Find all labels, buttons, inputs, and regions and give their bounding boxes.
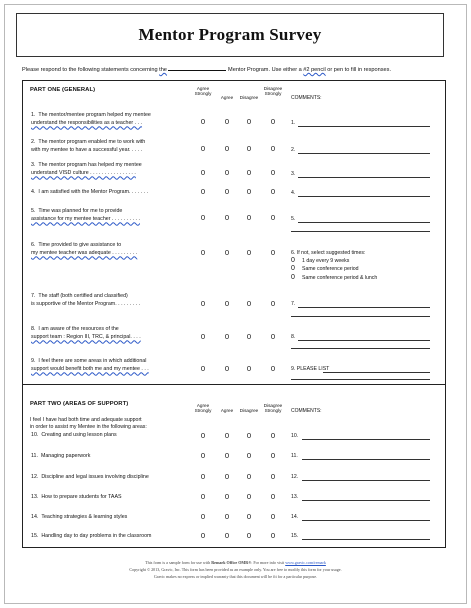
col-disagree-2: Disagree (239, 408, 259, 413)
q8-disagree-bubble[interactable]: 0 (246, 332, 252, 341)
q8-comment-line-2[interactable] (291, 348, 430, 349)
q5-comment-line-1[interactable] (298, 222, 430, 223)
question-14 (31, 513, 199, 521)
question-6 (31, 241, 199, 258)
question-num: 7. (31, 293, 36, 299)
question-num: 5. (31, 208, 36, 214)
question-2 (31, 138, 199, 155)
q13-disagree-strongly-bubble[interactable]: 0 (270, 492, 276, 501)
col-agree-strongly-2: Agree Strongly (194, 403, 212, 414)
question-line: I am satisfied with the Mentor Program. . . . . . . (38, 189, 149, 195)
part-two-intro (30, 417, 240, 431)
q12-disagree-bubble[interactable]: 0 (246, 472, 252, 481)
question-num: 11. (31, 453, 38, 459)
suggest-label: Same conference period (302, 266, 359, 273)
instructions-the: the (159, 67, 167, 73)
question-line: The mentor program has helped my mentee (38, 162, 142, 168)
q8-agree-strongly-bubble[interactable]: 0 (200, 332, 206, 341)
q6-disagree-strongly-bubble[interactable]: 0 (270, 248, 276, 257)
footer-text: . For more info visit (251, 560, 285, 565)
q12-comment-line[interactable] (302, 480, 430, 481)
q3-disagree-bubble[interactable]: 0 (246, 168, 252, 177)
q4-comment-line[interactable] (298, 196, 430, 197)
q9-disagree-bubble[interactable]: 0 (246, 364, 252, 373)
q14-agree-strongly-bubble[interactable]: 0 (200, 512, 206, 521)
question-num: 12. (31, 474, 39, 480)
q14-disagree-strongly-bubble[interactable]: 0 (270, 512, 276, 521)
q1-disagree-strongly-bubble[interactable]: 0 (270, 117, 276, 126)
question-1 (31, 111, 199, 128)
question-5 (31, 207, 199, 224)
question-line: is supportive of the Mentor Program. . . . . . . . . (31, 301, 141, 308)
q9-comment-line-2[interactable] (291, 379, 430, 380)
q12-agree-bubble[interactable]: 0 (224, 472, 230, 481)
question-12 (31, 473, 199, 481)
intro-line: in order to assist my Mentee in the following areas: (30, 424, 147, 430)
q2-agree-bubble[interactable]: 0 (224, 144, 230, 153)
col-agree: Agree (220, 95, 234, 100)
question-13 (31, 493, 199, 501)
survey-box (22, 80, 446, 548)
page-title: Mentor Program Survey (138, 25, 322, 44)
q6-comment-label: 6. If not, select suggested times: (291, 250, 366, 256)
q1-agree-bubble[interactable]: 0 (224, 117, 230, 126)
col-comments-2: COMMENTS: (291, 408, 322, 414)
q2-disagree-bubble[interactable]: 0 (246, 144, 252, 153)
q12-comment-label: 12. (291, 474, 299, 480)
q8-comment-label: 8. (291, 334, 296, 340)
question-line: The mentor/mentee program helped my mentee (38, 112, 151, 118)
q9-disagree-strongly-bubble[interactable]: 0 (270, 364, 276, 373)
q3-comment-label: 3. (291, 171, 296, 177)
footer-text: This form is a sample form for use with (145, 560, 211, 565)
q6-disagree-bubble[interactable]: 0 (246, 248, 252, 257)
col-agree-strongly: Agree Strongly (194, 86, 212, 97)
col-disagree-strongly-2: Disagree Strongly (263, 403, 283, 414)
question-num: 14. (31, 514, 39, 520)
q14-comment-line[interactable] (302, 520, 430, 521)
footer-line-2: Copyright © 2013, Gravic, Inc. This form has been provided as an example only. You are free to modify this form for your usage. (129, 567, 342, 572)
suggest-option-3[interactable] (291, 274, 377, 282)
question-num: 1. (31, 112, 36, 118)
question-7 (31, 292, 199, 309)
q9-comment-label: 9. PLEASE LIST (291, 366, 330, 372)
footer-link[interactable]: www.gravic.com/remark (285, 560, 326, 565)
q15-disagree-bubble[interactable]: 0 (246, 531, 252, 540)
footer-line-1 (0, 560, 471, 566)
q1-disagree-bubble[interactable]: 0 (246, 117, 252, 126)
q7-disagree-strongly-bubble[interactable]: 0 (270, 299, 276, 308)
q7-disagree-bubble[interactable]: 0 (246, 299, 252, 308)
part-divider (23, 384, 445, 385)
suggest-bubble[interactable]: 0 (291, 257, 295, 265)
q11-comment-label: 11. (291, 453, 298, 459)
question-11 (31, 452, 199, 460)
q6-agree-strongly-bubble[interactable]: 0 (200, 248, 206, 257)
q7-comment-line-2[interactable] (291, 316, 430, 317)
suggest-option-1[interactable] (291, 257, 377, 265)
q12-agree-strongly-bubble[interactable]: 0 (200, 472, 206, 481)
footer-brand: Remark Office OMR® (211, 560, 252, 565)
q4-disagree-bubble[interactable]: 0 (246, 187, 252, 196)
q13-comment-label: 13. (291, 494, 299, 500)
question-line: I am aware of the resources of the (38, 326, 119, 332)
q9-agree-strongly-bubble[interactable]: 0 (200, 364, 206, 373)
q11-agree-bubble[interactable]: 0 (224, 451, 230, 460)
q6-agree-bubble[interactable]: 0 (224, 248, 230, 257)
question-line: Managing paperwork (40, 453, 91, 459)
q14-disagree-bubble[interactable]: 0 (246, 512, 252, 521)
q4-disagree-strongly-bubble[interactable]: 0 (270, 187, 276, 196)
q5-agree-bubble[interactable]: 0 (224, 213, 230, 222)
question-line: understand VISD culture . . . . . . . . . . . . . . . . (31, 170, 136, 177)
intro-line: I feel I have had both time and adequate support (30, 417, 142, 423)
q15-comment-label: 15. (291, 533, 299, 539)
instructions-text: Please respond to the following statements concerning (22, 67, 158, 73)
question-line: I feel there are some areas in which additional (38, 358, 147, 364)
q5-agree-strongly-bubble[interactable]: 0 (200, 213, 206, 222)
q13-disagree-bubble[interactable]: 0 (246, 492, 252, 501)
q1-comment-label: 1. (291, 120, 296, 126)
question-3 (31, 161, 199, 178)
question-line: Creating and using lesson plans (41, 432, 117, 438)
q3-agree-strongly-bubble[interactable]: 0 (200, 168, 206, 177)
q13-agree-bubble[interactable]: 0 (224, 492, 230, 501)
question-line: support would benefit both me and my mentee . . . (31, 366, 149, 373)
q11-disagree-strongly-bubble[interactable]: 0 (270, 451, 276, 460)
col-comments: COMMENTS: (291, 95, 322, 101)
q13-comment-line[interactable] (302, 500, 430, 501)
question-line: Time was planned for me to provide (38, 208, 123, 214)
question-line: The staff (both certified and classified) (38, 293, 128, 299)
q11-comment-line[interactable] (302, 459, 430, 460)
q1-agree-strongly-bubble[interactable]: 0 (200, 117, 206, 126)
q4-agree-bubble[interactable]: 0 (224, 187, 230, 196)
question-num: 4. (31, 189, 36, 195)
question-line: Handling day to day problems in the classroom (41, 533, 152, 539)
question-line: understand the responsibilities as a teacher . . . (31, 120, 143, 127)
q1-comment-line[interactable] (298, 126, 430, 127)
q15-comment-line[interactable] (302, 539, 430, 540)
q14-agree-bubble[interactable]: 0 (224, 512, 230, 521)
suggested-times (291, 249, 377, 282)
q2-agree-strongly-bubble[interactable]: 0 (200, 144, 206, 153)
title-box (16, 13, 444, 57)
q7-agree-strongly-bubble[interactable]: 0 (200, 299, 206, 308)
q3-disagree-strongly-bubble[interactable]: 0 (270, 168, 276, 177)
question-num: 15. (31, 533, 39, 539)
col-disagree: Disagree (239, 95, 259, 100)
q15-agree-strongly-bubble[interactable]: 0 (200, 531, 206, 540)
suggest-label: 1 day every 9 weeks (302, 258, 350, 265)
q4-agree-strongly-bubble[interactable]: 0 (200, 187, 206, 196)
col-disagree-strongly: Disagree Strongly (263, 86, 283, 97)
question-num: 3. (31, 162, 36, 168)
question-8 (31, 325, 199, 342)
instructions (22, 66, 391, 73)
q12-disagree-strongly-bubble[interactable]: 0 (270, 472, 276, 481)
question-num: 9. (31, 358, 36, 364)
suggest-bubble[interactable]: 0 (291, 273, 295, 281)
col-agree-2: Agree (220, 408, 234, 413)
part-one-heading: PART ONE (GENERAL) (30, 87, 96, 93)
instructions-text-2: Mentor Program. Use either a (228, 67, 302, 73)
question-10 (31, 431, 199, 439)
q2-comment-line[interactable] (298, 153, 430, 154)
question-line: support team : Region III, TRC, & principal. . . . (31, 334, 141, 341)
question-line: Discipline and legal issues involving discipline (41, 474, 149, 480)
question-num: 6. (31, 242, 36, 248)
q7-comment-line-1[interactable] (298, 307, 430, 308)
q9-comment-line-1[interactable] (323, 372, 430, 373)
q15-disagree-strongly-bubble[interactable]: 0 (270, 531, 276, 540)
q7-agree-bubble[interactable]: 0 (224, 299, 230, 308)
q5-disagree-strongly-bubble[interactable]: 0 (270, 213, 276, 222)
q3-comment-line[interactable] (298, 177, 430, 178)
question-line: The mentor program enabled me to work with (38, 139, 146, 145)
q14-comment-label: 14. (291, 514, 299, 520)
q8-agree-bubble[interactable]: 0 (224, 332, 230, 341)
q11-agree-strongly-bubble[interactable]: 0 (200, 451, 206, 460)
question-line: Time provided to give assistance to (38, 242, 122, 248)
q2-disagree-strongly-bubble[interactable]: 0 (270, 144, 276, 153)
q8-disagree-strongly-bubble[interactable]: 0 (270, 332, 276, 341)
q5-disagree-bubble[interactable]: 0 (246, 213, 252, 222)
question-num: 13. (31, 494, 39, 500)
q7-comment-label: 7. (291, 301, 296, 307)
question-line: my mentee teacher was adequate . . . . . . . . . (31, 250, 138, 257)
q4-comment-label: 4. (291, 190, 296, 196)
question-line: How to prepare students for TAAS (41, 494, 122, 500)
q10-comment-line[interactable] (302, 439, 430, 440)
q5-comment-label: 5. (291, 216, 296, 222)
question-num: 8. (31, 326, 36, 332)
question-num: 10. (31, 432, 39, 438)
q11-disagree-bubble[interactable]: 0 (246, 451, 252, 460)
question-4 (31, 188, 199, 196)
program-name-blank[interactable] (168, 66, 226, 71)
q10-disagree-bubble[interactable]: 0 (246, 431, 252, 440)
q13-agree-strongly-bubble[interactable]: 0 (200, 492, 206, 501)
q9-agree-bubble[interactable]: 0 (224, 364, 230, 373)
q3-agree-bubble[interactable]: 0 (224, 168, 230, 177)
part-two-heading: PART TWO (AREAS OF SUPPORT) (30, 401, 129, 407)
q10-comment-label: 10. (291, 433, 299, 439)
suggest-bubble[interactable]: 0 (291, 265, 295, 273)
question-line: Teaching strategies & learning styles (41, 514, 128, 520)
q2-comment-label: 2. (291, 147, 296, 153)
question-15 (31, 532, 199, 540)
q8-comment-line-1[interactable] (298, 340, 430, 341)
q15-agree-bubble[interactable]: 0 (224, 531, 230, 540)
question-line: assistance for my mentee teacher . . . . . . . . . . (31, 216, 140, 223)
q10-disagree-strongly-bubble[interactable]: 0 (270, 431, 276, 440)
q10-agree-strongly-bubble[interactable]: 0 (200, 431, 206, 440)
suggest-label: Same conference period & lunch (302, 274, 378, 281)
question-line: with my mentee to have a successful year. . . . . (31, 147, 143, 154)
question-9 (31, 357, 199, 374)
instructions-pencil: #2 pencil (303, 67, 326, 73)
question-num: 2. (31, 139, 36, 145)
instructions-text-3: or pen to fill in responses. (327, 67, 392, 73)
suggest-option-2[interactable] (291, 265, 377, 273)
q5-comment-line-2[interactable] (291, 231, 430, 232)
footer-line-3: Gravic makes no express or implied warranty that this document will be fit for a particular purpose. (153, 574, 318, 579)
q10-agree-bubble[interactable]: 0 (224, 431, 230, 440)
